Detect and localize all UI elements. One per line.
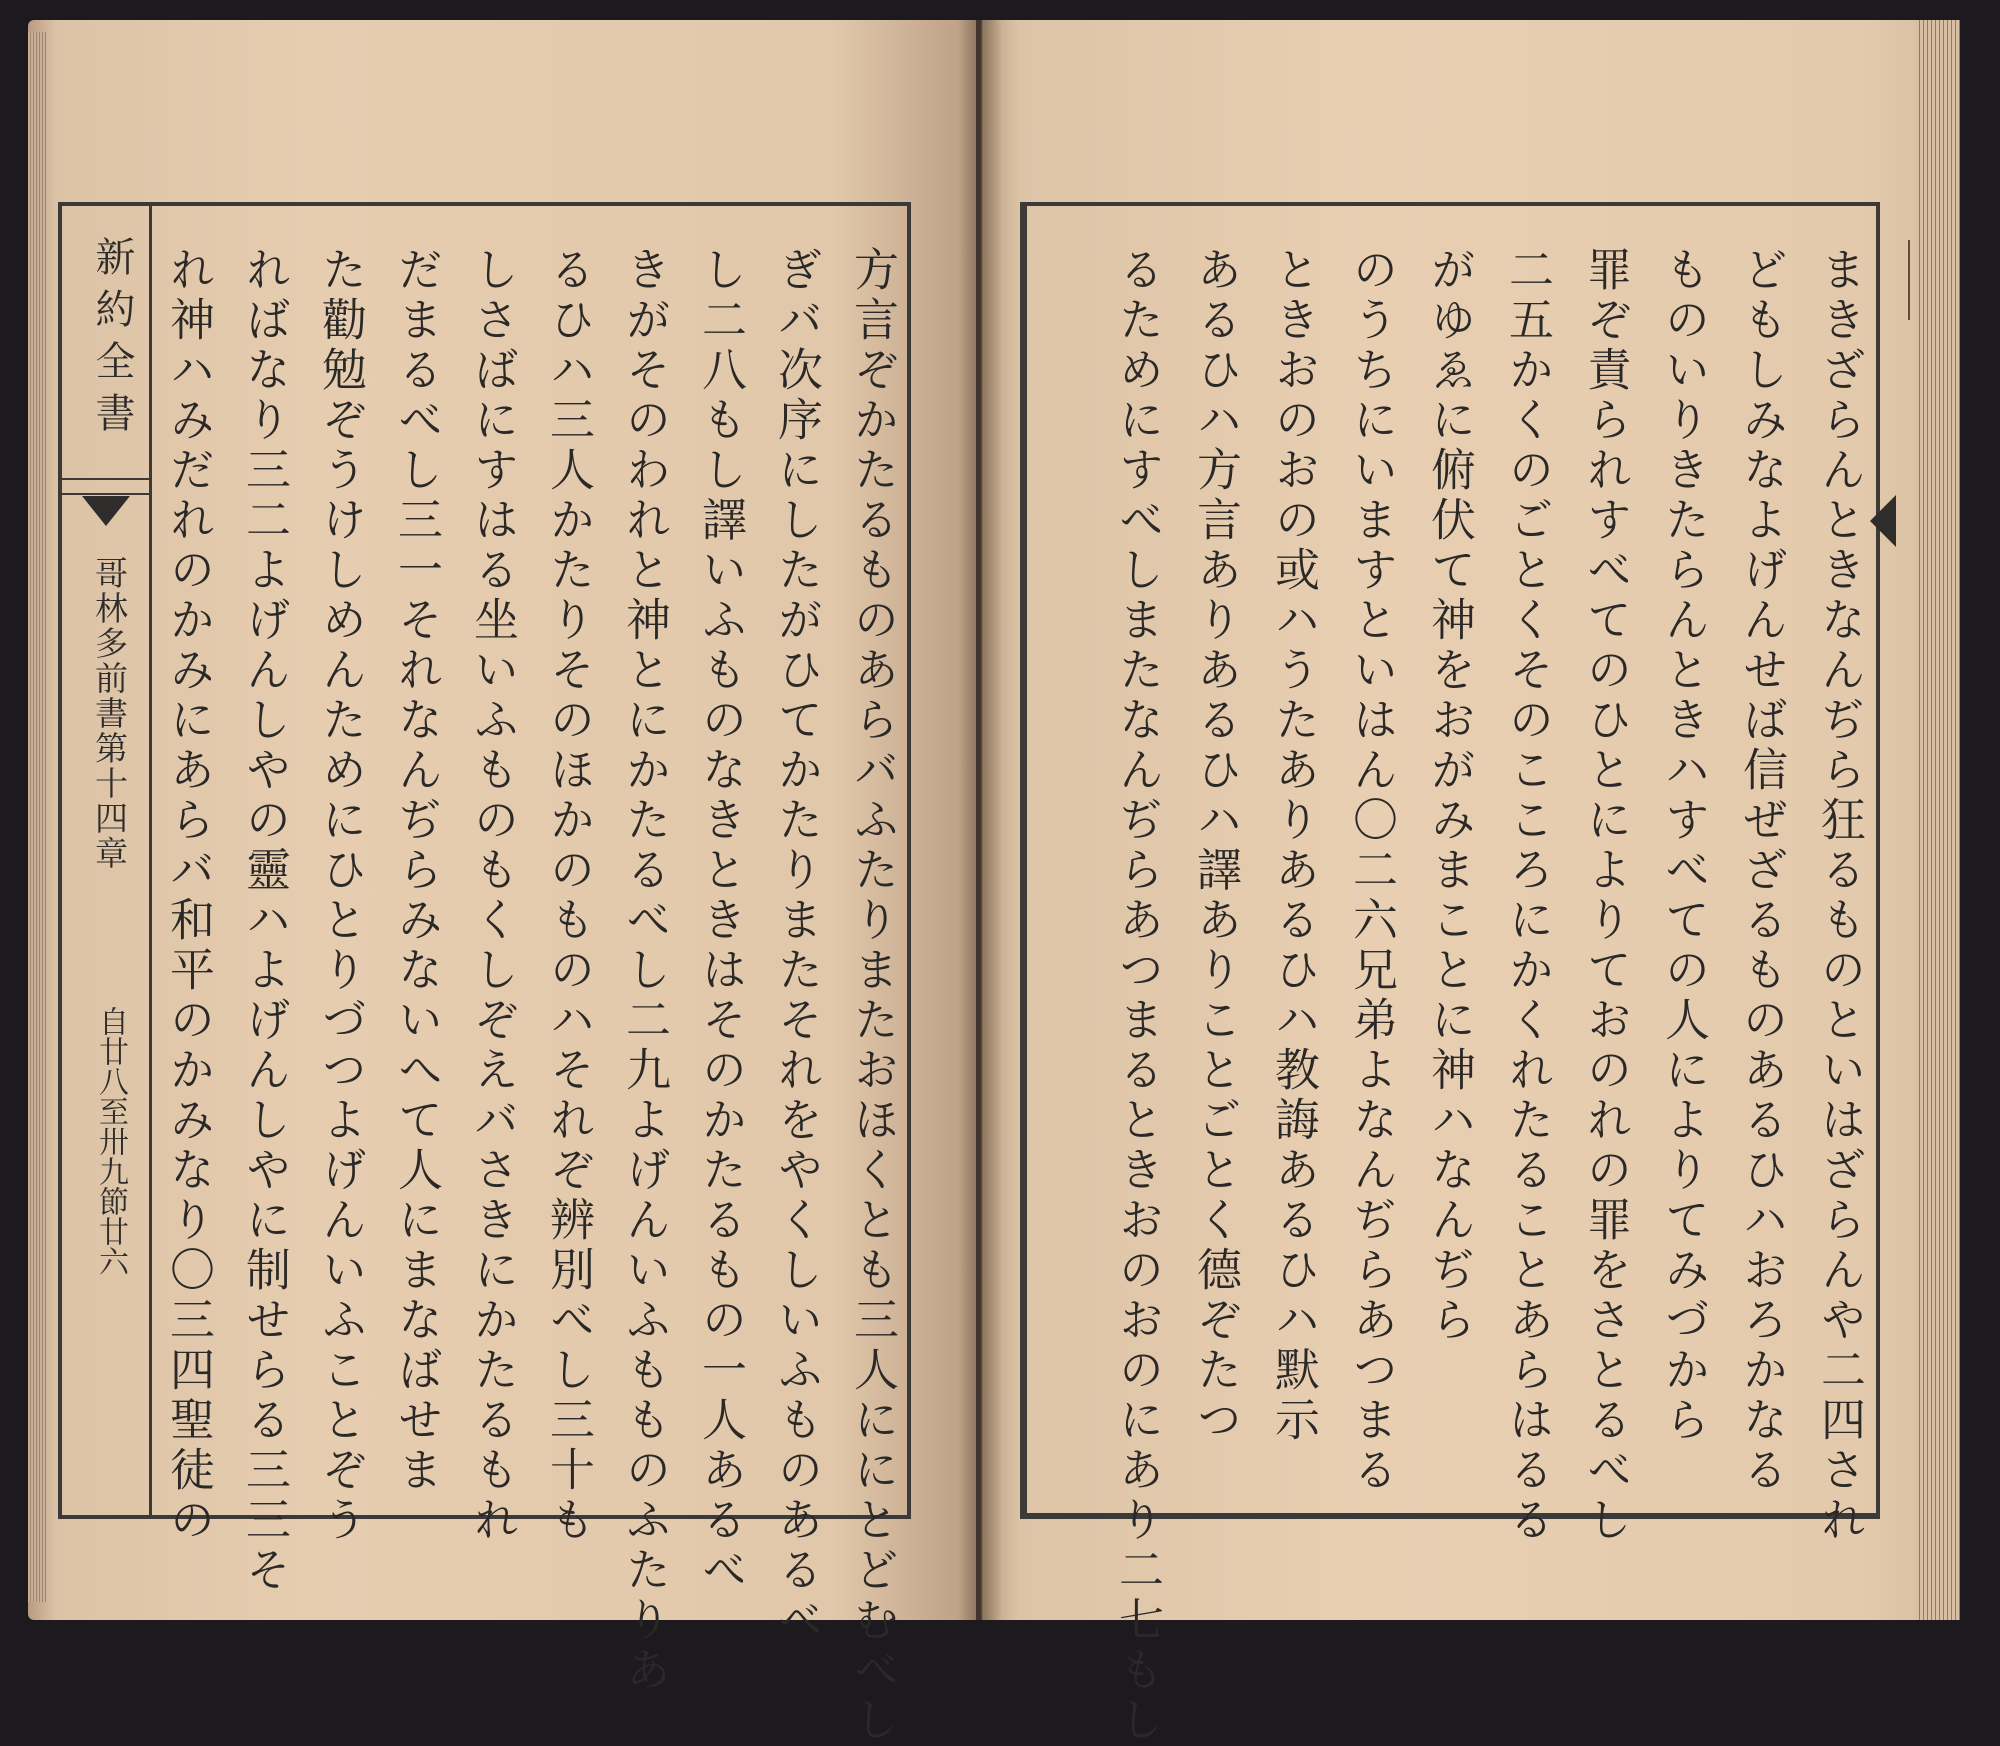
left-page-frame xyxy=(58,202,911,1746)
text-column: し二八もし譯いふものなきときはそのかたるもの一人あるべ xyxy=(694,246,747,1596)
book-gutter xyxy=(958,20,1002,1620)
text-column: どもしみなよげんせば信ぜざるものあるひハおろかなる xyxy=(1735,246,1788,1496)
right-page-edges xyxy=(1916,20,1960,1620)
verse-range-and-page-number: 自廿八至卅九節廿六 xyxy=(93,1006,128,1276)
text-column: ときおのおの或ハうたありあるひハ教誨あるひハ默示 xyxy=(1267,246,1320,1446)
running-header-column xyxy=(62,206,152,1515)
text-column: のうちにいますといはん〇二六兄弟よなんぢらあつまる xyxy=(1345,246,1398,1496)
text-column: だまるべし三一それなんぢらみないへて人にまなばせま xyxy=(390,246,443,1496)
text-column: 罪ぞ責られすべてのひとによりておのれの罪をさとるべし xyxy=(1579,246,1632,1546)
right-page-frame xyxy=(1020,202,1880,1746)
text-column: ものいりきたらんときハすべての人によりてみづから xyxy=(1657,246,1710,1446)
right-page-text-body xyxy=(1027,206,1876,1746)
text-column: ぎバ次序にしたがひてかたりまたそれをやくしいふものあるべ xyxy=(770,246,823,1646)
text-column: まきざらんときなんぢら狂るものといはざらんや二四され xyxy=(1813,246,1866,1546)
text-column: しさばにすはる坐いふものもくしぞえバさきにかたるもれ xyxy=(466,246,519,1546)
edge-fishtail-mark-icon xyxy=(1870,495,1896,547)
text-column: ればなり三二よげんしやの靈ハよげんしやに制せらる三三そ xyxy=(238,246,291,1596)
edge-header-mark xyxy=(1908,240,1910,320)
header-divider-band xyxy=(62,478,149,495)
left-page-edges xyxy=(28,32,46,1602)
text-column: るひハ三人かたりそのほかのものハそれぞ辨別べし三十も xyxy=(542,246,595,1546)
text-column: れ神ハみだれのかみにあらバ和平のかみなり〇三四聖徒の xyxy=(162,246,215,1546)
left-page-text-body xyxy=(152,206,907,1746)
chapter-title: 哥林多前書第十四章 xyxy=(90,556,129,871)
text-column: るためにすべしまたなんぢらあつまるときおのおのにあり二七もし xyxy=(1111,246,1164,1746)
text-column: た勸勉ぞうけしめんためにひとりづつよげんいふことぞう xyxy=(314,246,367,1546)
text-column: がゆゑに俯伏て神をおがみまことに神ハなんぢら xyxy=(1423,246,1476,1346)
text-column: きがそのわれと神とにかたるべし二九よげんいふもものふたりあ xyxy=(618,246,671,1696)
text-column: 二五かくのごとくそのこころにかくれたることあらはるる xyxy=(1501,246,1554,1546)
text-column: あるひハ方言ありあるひハ譯ありことごとく德ぞたつ xyxy=(1189,246,1242,1446)
fishtail-mark-icon xyxy=(82,496,130,526)
text-column: 方言ぞかたるものあらバふたりまたおほくとも三人ににとどむべし xyxy=(846,246,899,1746)
book-title: 新約全書 xyxy=(89,236,135,444)
